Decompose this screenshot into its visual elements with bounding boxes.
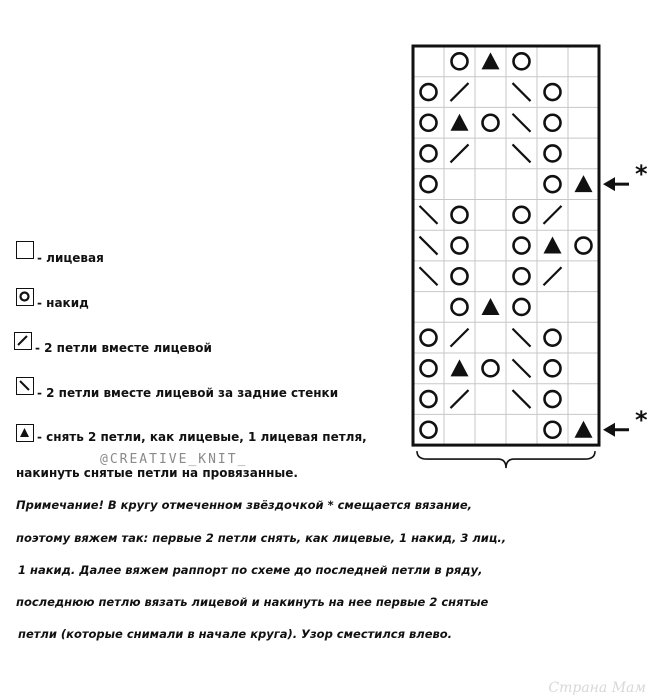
- k2tog-symbol-icon: [14, 332, 32, 350]
- yarn-over-symbol: [421, 115, 437, 131]
- row-marker-star: *: [635, 160, 648, 189]
- legend-k2tog: [14, 332, 212, 357]
- slip-decrease-symbol: [482, 298, 500, 315]
- yarn-over-symbol: [514, 238, 530, 254]
- slip-decrease-symbol: [482, 52, 500, 69]
- yarn-over-symbol: [421, 422, 437, 438]
- k2tog-tbl-symbol: [513, 359, 531, 377]
- yarn-over-symbol: [514, 268, 530, 284]
- yarn-over-symbol: [545, 422, 561, 438]
- yarn-over-symbol: [514, 53, 530, 69]
- slip-decrease-symbol: [451, 359, 469, 376]
- legend-slip: [16, 424, 367, 446]
- yarn-over-symbol: [545, 145, 561, 161]
- k2tog-tbl-symbol: [420, 237, 438, 255]
- yarn-over-symbol: [421, 145, 437, 161]
- k2tog-symbol: [451, 144, 469, 162]
- legend-k2tog-label: - 2 петли вместе лицевой: [35, 341, 212, 355]
- legend-k2tog-tbl-label: - 2 петли вместе лицевой за задние стенки: [37, 386, 339, 400]
- k2tog-symbol: [451, 83, 469, 101]
- k2tog-tbl-symbol: [513, 390, 531, 408]
- repeat-brace: [417, 451, 595, 468]
- yarn-over-symbol: [545, 330, 561, 346]
- k2tog-tbl-symbol: [513, 114, 531, 132]
- k2tog-symbol: [544, 267, 562, 285]
- legend-yarn-over: [16, 288, 89, 312]
- slip-symbol-icon: [16, 424, 34, 442]
- k2tog-tbl-symbol: [513, 83, 531, 101]
- note-line-1: Примечание! В кругу отмеченном звёздочкой * смещается вязание,: [16, 498, 473, 512]
- k2tog-tbl-symbol: [420, 206, 438, 224]
- yarn-over-symbol: [421, 84, 437, 100]
- yarn-over-symbol-icon: [16, 288, 34, 306]
- yarn-over-symbol: [452, 207, 468, 223]
- k2tog-tbl-symbol-icon: [16, 377, 34, 395]
- yarn-over-symbol: [545, 84, 561, 100]
- yarn-over-symbol: [483, 360, 499, 376]
- note-line-3: 1 накид. Далее вяжем раппорт по схеме до последней петли в ряду,: [18, 563, 483, 577]
- k2tog-symbol: [544, 206, 562, 224]
- yarn-over-symbol: [514, 207, 530, 223]
- slip-decrease-symbol: [575, 175, 593, 192]
- legend-knit: [16, 241, 104, 267]
- yarn-over-symbol: [545, 115, 561, 131]
- note-line-4: последнюю петлю вязать лицевой и накинуть на нее первые 2 снятые: [16, 595, 489, 609]
- yarn-over-symbol: [452, 53, 468, 69]
- row-marker-star: *: [635, 405, 648, 434]
- yarn-over-symbol: [545, 391, 561, 407]
- yarn-over-symbol: [421, 176, 437, 192]
- legend-k2tog-tbl: [16, 377, 338, 402]
- note-line-5: петли (которые снимали в начале круга). Узор сместился влево.: [18, 627, 453, 641]
- yarn-over-symbol: [452, 268, 468, 284]
- slip-decrease-symbol: [451, 114, 469, 131]
- yarn-over-symbol: [421, 360, 437, 376]
- legend-slip-label: - снять 2 петли, как лицевые, 1 лицевая петля,: [37, 430, 367, 444]
- legend-yarn-over-label: - накид: [37, 296, 89, 310]
- legend-knit-label: - лицевая: [37, 251, 104, 265]
- creator-watermark: @CREATIVE_KNIT_: [100, 452, 248, 467]
- yarn-over-symbol: [421, 391, 437, 407]
- slip-decrease-symbol: [544, 237, 562, 254]
- yarn-over-symbol: [421, 330, 437, 346]
- legend-slip-label-continued: накинуть снятые петли на провязанные.: [16, 466, 298, 480]
- slip-decrease-symbol: [575, 421, 593, 438]
- k2tog-tbl-symbol: [420, 267, 438, 285]
- yarn-over-symbol: [545, 176, 561, 192]
- k2tog-tbl-symbol: [513, 144, 531, 162]
- yarn-over-symbol: [514, 299, 530, 315]
- knit-symbol-icon: [16, 241, 34, 259]
- yarn-over-symbol: [576, 238, 592, 254]
- note-line-2: поэтому вяжем так: первые 2 петли снять, как лицевые, 1 накид, 3 лиц.,: [16, 531, 507, 545]
- yarn-over-symbol: [483, 115, 499, 131]
- yarn-over-symbol: [452, 299, 468, 315]
- yarn-over-symbol: [452, 238, 468, 254]
- yarn-over-symbol: [545, 360, 561, 376]
- k2tog-symbol: [451, 329, 469, 347]
- k2tog-tbl-symbol: [513, 329, 531, 347]
- k2tog-symbol: [451, 390, 469, 408]
- site-watermark: Страна Мам: [548, 680, 646, 696]
